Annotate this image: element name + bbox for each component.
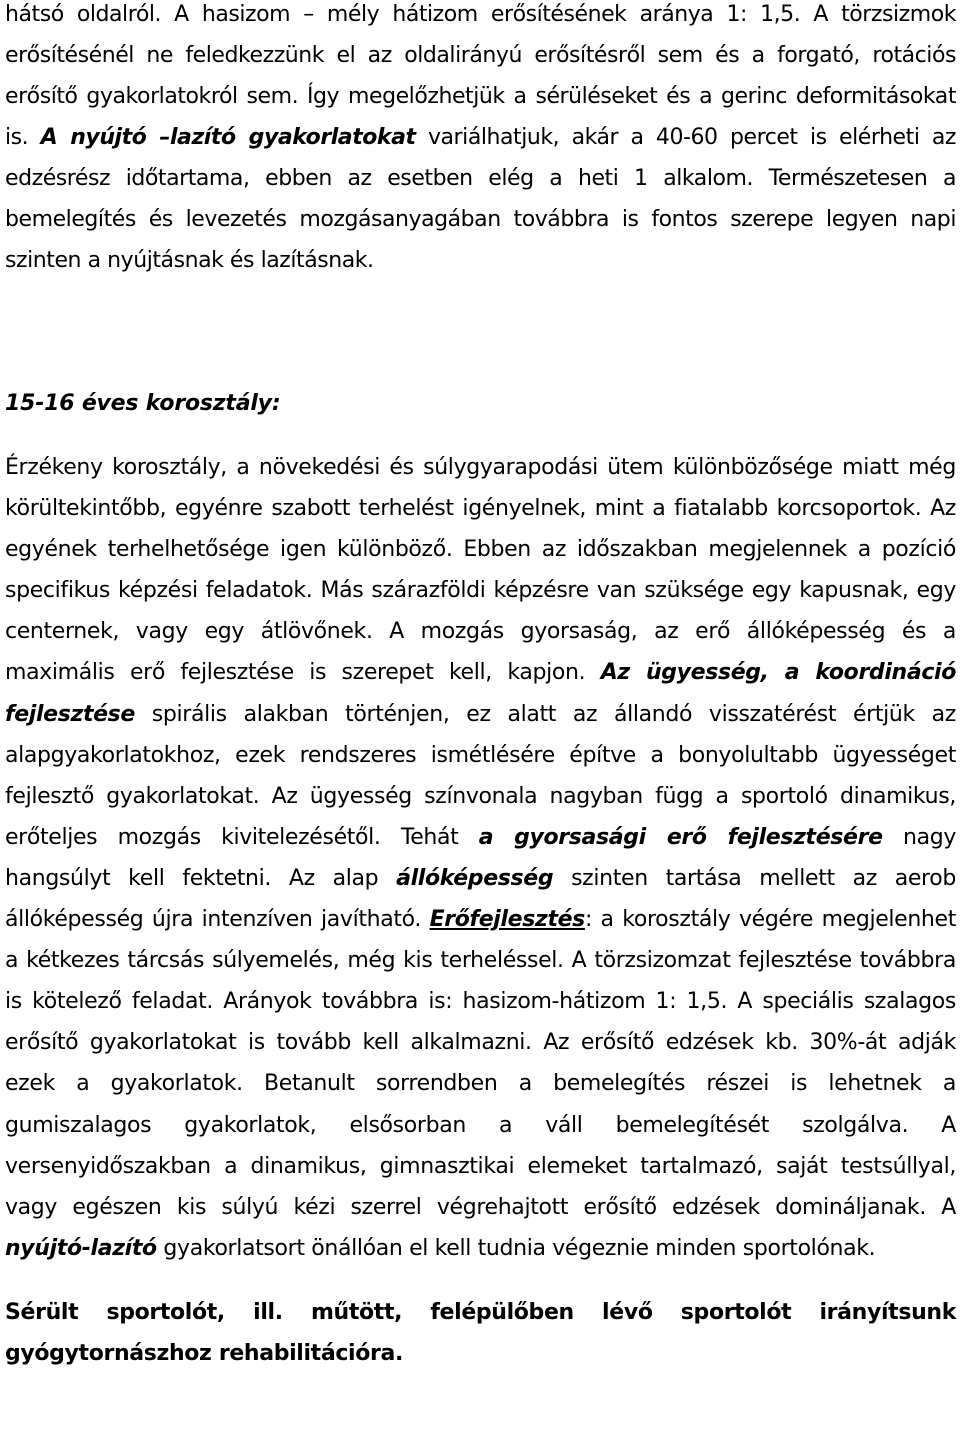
paragraph-text: szinten tartása mellett az aerob állóképesség újra intenzíven javítható. — [5, 865, 956, 933]
emphasis-stretch-relax: nyújtó-lazító — [5, 1235, 157, 1261]
paragraph-age-group-training — [5, 447, 956, 1269]
paragraph-text: hátsó oldalról. A hasizom – mély hátizom erősítésének aránya 1: 1,5. A törzsizmok erősítésénél ne feledkezzünk el az oldalirányú erősítésről sem és a forgató, rotációs erősítő gyakorlatokról sem. Így megelőzhetjük a sérüléseket és a gerinc deformitásokat is. — [5, 2, 956, 150]
emphasis-endurance: állóképesség — [396, 865, 554, 891]
emphasis-strength-development: Erőfejlesztés — [429, 907, 585, 933]
emphasis-speed-strength: a gyorsasági erő fejlesztésére — [478, 824, 883, 850]
emphasis-stretching-exercises: A nyújtó –lazító gyakorlatokat — [40, 125, 416, 150]
paragraph-injured-athletes: Sérült sportolót, ill. műtött, felépülőben lévő sportolót irányítsunk gyógytornászhoz rehabilitációra. — [5, 1299, 956, 1366]
paragraph-text: nagy hangsúlyt kell fektetni. Az alap — [5, 824, 956, 891]
paragraph-strength-training — [5, 0, 956, 281]
paragraph-text: variálhatjuk, akár a 40-60 percet is elérheti az edzésrész időtartama, ebben az esetben elég a heti 1 alkalom. Természetesen a bemelegítés és levezetés mozgásanyagában továbbra is fontos szerepe legyen napi szinten a nyújtásnak és lazításnak. — [5, 125, 956, 273]
section-heading-age-group: 15-16 éves korosztály: — [5, 391, 281, 416]
paragraph-text: gyakorlatsort önállóan el kell tudnia végeznie minden sportolónak. — [156, 1235, 876, 1261]
emphasis-coordination: Az ügyesség, a koordináció fejlesztése — [5, 660, 956, 727]
paragraph-text: spirális alakban történjen, ez alatt az állandó visszatérést értjük az alapgyakorlatokhoz, ezek rendszeres ismétlésére építve a bonyolultabb ügyességet fejlesztő gyakorlatokat. Az ügyesség színvonala nagyban függ a sportoló dinamikus, erőteljes mozgás kivitelezésétől. Tehát — [5, 701, 956, 850]
paragraph-text: Érzékeny korosztály, a növekedési és súlygyarapodási ütem különbözősége miatt még körültekintőbb, egyénre szabott terhelést igényelnek, mint a fiatalabb korcsoportok. Az egyének terhelhetősége igen különböző. Ebben az időszakban megjelennek a pozíció specifikus képzési feladatok. Más szárazföldi képzésre van szüksége egy kapusnak, egy centernek, vagy egy átlövőnek. A mozgás gyorsaság, az erő állóképesség és a maximális erő fejlesztése is szerepet kell, kapjon. — [5, 455, 956, 686]
paragraph-text: : a korosztály végére megjelenhet a kétkezes tárcsás súlyemelés, még kis terheléssel. A törzsizomzat fejlesztése továbbra is kötelező feladat. Arányok továbbra is: hasizom-hátizom 1: 1,5. A speciális szalagos erősítő gyakorlatokat is tovább kell alkalmazni. Az erősítő edzések kb. 30%-át adják ezek a gyakorlatok. Betanult sorrendben a bemelegítés részei is lehetnek a gumiszalagos gyakorlatok, elsősorban a váll bemelegítését szolgálva. A versenyidőszakban a dinamikus, gimnasztikai elemeket tartalmazó, saját testsúllyal, vagy egészen kis súlyú kézi szerrel végrehajtott erősítő edzések domináljanak. A — [5, 907, 956, 1220]
